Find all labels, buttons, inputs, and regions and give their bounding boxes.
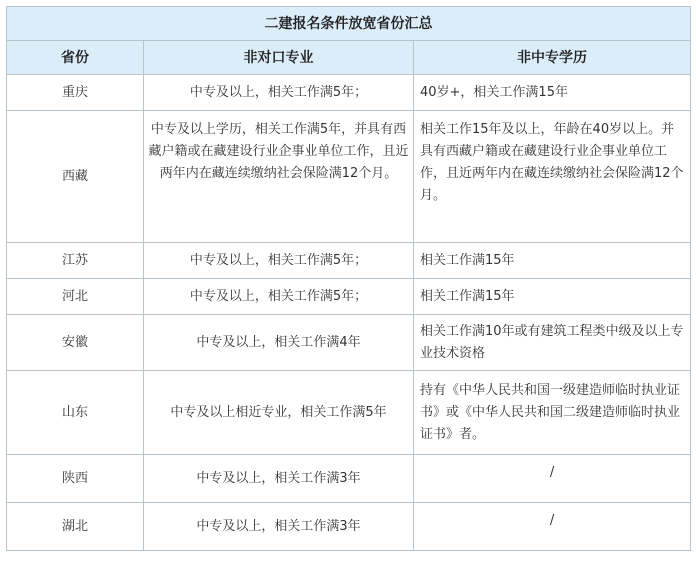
table-row (7, 371, 691, 455)
summary-table (6, 6, 691, 551)
non-secondary-degree-cell: 相关工作满10年或有建筑工程类中级及以上专业技术资格 (414, 315, 691, 371)
table-row (7, 243, 691, 279)
non-secondary-degree-cell: 相关工作15年及以上，年龄在40岁以上。并具有西藏户籍或在藏建设行业企事业单位工作，且近两年内在藏连续缴纳社会保险满12个月。 (414, 111, 691, 243)
non-secondary-degree-cell: 持有《中华人民共和国一级建造师临时执业证书》或《中华人民共和国二级建造师临时执业证书》者。 (414, 371, 691, 455)
header-non-matching-major: 非对口专业 (144, 41, 414, 75)
non-matching-major-cell: 中专及以上，相关工作满5年； (144, 279, 414, 315)
non-matching-major-cell: 中专及以上，相关工作满5年； (144, 75, 414, 111)
header-non-secondary-degree: 非中专学历 (414, 41, 691, 75)
province-cell: 安徽 (7, 315, 144, 371)
table-row (7, 111, 691, 243)
table-row (7, 503, 691, 551)
empty-value-slash: / (549, 512, 555, 528)
province-cell: 重庆 (7, 75, 144, 111)
non-matching-major-cell: 中专及以上，相关工作满4年 (144, 315, 414, 371)
province-cell: 江苏 (7, 243, 144, 279)
non-secondary-degree-cell (414, 503, 691, 551)
empty-value-slash: / (549, 464, 555, 480)
non-matching-major-cell: 中专及以上学历，相关工作满5年，并具有西藏户籍或在藏建设行业企事业单位工作，且近两年内在藏连续缴纳社会保险满12个月。 (144, 111, 414, 243)
province-cell: 湖北 (7, 503, 144, 551)
summary-table-container (6, 6, 690, 551)
table-title: 二建报名条件放宽省份汇总 (7, 7, 691, 41)
non-matching-major-cell: 中专及以上相近专业，相关工作满5年 (144, 371, 414, 455)
province-cell: 山东 (7, 371, 144, 455)
province-cell: 河北 (7, 279, 144, 315)
non-matching-major-cell: 中专及以上，相关工作满3年 (144, 503, 414, 551)
non-matching-major-cell: 中专及以上，相关工作满3年 (144, 455, 414, 503)
non-secondary-degree-cell: 40岁+，相关工作满15年 (414, 75, 691, 111)
table-row (7, 315, 691, 371)
province-cell: 陕西 (7, 455, 144, 503)
header-province: 省份 (7, 41, 144, 75)
table-row (7, 455, 691, 503)
non-secondary-degree-cell: 相关工作满15年 (414, 243, 691, 279)
table-row (7, 279, 691, 315)
non-matching-major-cell: 中专及以上，相关工作满5年； (144, 243, 414, 279)
non-secondary-degree-cell: 相关工作满15年 (414, 279, 691, 315)
non-secondary-degree-cell (414, 455, 691, 503)
table-row (7, 75, 691, 111)
province-cell: 西藏 (7, 111, 144, 243)
